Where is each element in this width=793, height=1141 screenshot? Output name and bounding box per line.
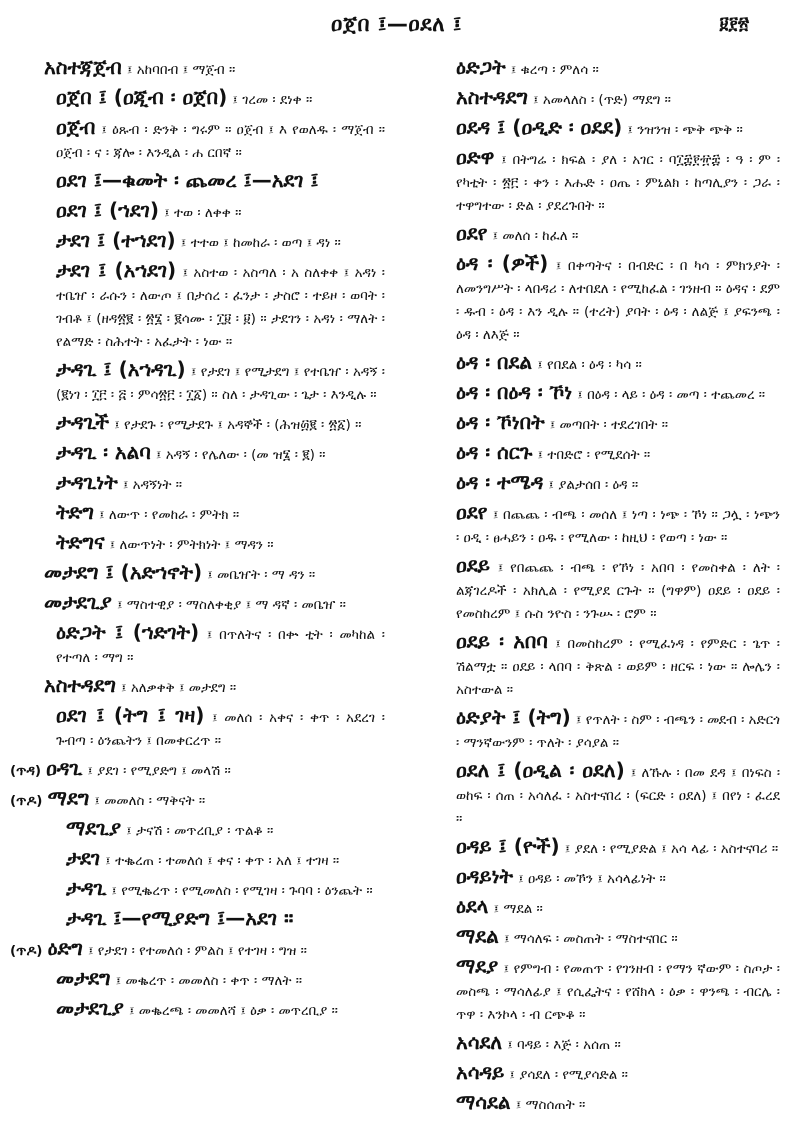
- definition: ፤ አመላለስ ፡ (ጥድ) ማደግ ።: [533, 92, 671, 108]
- headword: ማደግ: [47, 786, 90, 810]
- dictionary-entry: [10, 441, 385, 466]
- headword: መታደግ ፤ (አድኀኖት): [44, 560, 203, 584]
- headword: አስተጃጀብ: [44, 55, 122, 79]
- headword: ዐዳጊ: [46, 756, 83, 780]
- definition: ፤ ያልታሰበ ፡ ዕዳ ።: [548, 477, 639, 493]
- headword: ማደጊያ: [66, 816, 122, 840]
- dictionary-entry: [10, 56, 385, 81]
- dictionary-entry: [400, 441, 780, 466]
- headword: አሳዳይ: [456, 1060, 505, 1084]
- headword: ዕዳ ፡ ሰርጉ: [456, 440, 533, 464]
- dictionary-entry: [10, 967, 385, 992]
- headword: መታደጊያ: [44, 590, 112, 614]
- definition: ፤ ተበድሮ ፡ የሚደሰት ።: [537, 447, 651, 463]
- headword: ዐደየ: [456, 500, 488, 524]
- definition: ፤ የታደገ ፡ የተመለሰ ፡ ምልስ ፤ የተገዛ ፡ ግዝ ።: [87, 943, 307, 959]
- definition: ፤ መለሰ ፡ ከፈለ ።: [492, 228, 579, 244]
- definition: ፤ ንዝንዝ ፡ ጭቅ ጭቅ ።: [627, 122, 743, 138]
- dictionary-entry: [10, 116, 385, 164]
- definition: ፤ ማደል ።: [493, 901, 543, 917]
- definition: ፤ ማስተዊያ ፡ ማስለቀቂያ ፤ ማ ዳኛ ፡ መቤዠ ።: [116, 597, 346, 613]
- dictionary-entry: [400, 146, 780, 217]
- definition: ፤ ለውጥ ፡ የመከራ ፡ ምትክ ።: [99, 507, 240, 523]
- definition: ፤ ባዳይ ፡ እጅ ፡ አሰጠ ።: [507, 1037, 621, 1053]
- headword: አስተዳደግ: [44, 673, 116, 697]
- headword: ዐደገ ፤—ቁመት ፡ ጨመረ ፤—አደገ ፤: [56, 168, 319, 192]
- headword: ዐደይ: [456, 553, 490, 577]
- dictionary-entry: [10, 199, 385, 224]
- label-prefix: (ጥዳ): [10, 763, 42, 779]
- definition: ፤ በትግሬ ፡ ክፍል ፡ ያለ ፡ አገር ፡ ባ፲፰፻፹፰ ፡ ዓ ፡ ም ፡ የካቲት ፡ ፳፫ ፡ ቀን ፡ እሑድ ፡ ዐጤ ፡ ምኒልክ ፡ ከጣሊያን ፡ ጋራ ፡ ተዋግተው ፡ ድል ፡ ያደረጉበት ።: [456, 152, 781, 214]
- dictionary-entry: [400, 1091, 780, 1116]
- definition: ፤ የታደገ ፤ የሚታደግ ፤ የተቤዠ ፡ አዳኝ ፡ (፪ነገ ፡ ፲፫ ፡ ፭ ፡ ምሳ፳፫ ፡ ፲፩) ። ስለ ፡ ታዳጊው ፡ ጌታ ፡ እንዲሉ ።: [56, 364, 385, 403]
- dictionary-entry: [10, 757, 385, 782]
- headword: ታዳጊነት: [56, 470, 118, 494]
- headword: ዕዳ ፡ (ዎች): [456, 251, 549, 275]
- definition: ፤ ለውጥነት ፡ ምትክነት ፤ ማዳን ።: [109, 537, 274, 553]
- definition: ፤ በዕዳ ፡ ላይ ፡ ዕዳ ፡ መጣ ፡ ተጨመረ ።: [577, 387, 766, 403]
- definition: ፤ ገረመ ፡ ደነቀ ።: [232, 92, 313, 108]
- headword: አሳደለ: [456, 1030, 503, 1054]
- headword: ታዳጊ ፤ (አኀዳጊ): [56, 357, 186, 381]
- headword: መታደግ: [56, 966, 111, 990]
- dictionary-entry: [10, 591, 385, 616]
- dictionary-entry: [10, 531, 385, 556]
- dictionary-entry: [400, 116, 780, 141]
- dictionary-entry: [400, 554, 780, 625]
- definition: ፤ ማስሰጠት ።: [515, 1097, 586, 1113]
- headword: ዐደዳ ፤ (ዐዲድ ፡ ዐደደ): [456, 115, 623, 139]
- headword: ዐጀብ: [56, 115, 96, 139]
- headword: ዕዳ ፡ ኾነበት: [456, 410, 545, 434]
- definition: ፤ በመስከረም ፡ የሚፈነዳ ፡ የምድር ፡ ጌጥ ፡ ሽልማቷ ። ዐደይ ፡ ላበባ ፡ ቅጽል ፡ ወይም ፡ ዘርፍ ፡ ነው ። ሎሌን ፡ አስተውል ።: [456, 636, 780, 698]
- definition: ፤ አከባበብ ፤ ማጀብ ።: [126, 62, 236, 78]
- dictionary-entry: [10, 674, 385, 699]
- definition: ፤ የታደጉ ፡ የሚታደጉ ፤ አዳኞች ፡ (ሕዝ፴፪ ፡ ፳፩) ።: [114, 417, 362, 433]
- headword: ዕደላ: [456, 894, 489, 918]
- headword: ትድግና: [56, 530, 105, 554]
- definition: ፤ መመለስ ፡ ማቅናት ።: [94, 793, 206, 809]
- dictionary-entry: [400, 381, 780, 406]
- headword: ዕዳ ፡ ተሜዳ: [456, 470, 544, 494]
- dictionary-entry: [10, 501, 385, 526]
- headword: ዐደየ: [456, 221, 488, 245]
- definition: ፤ በጥለትና ፡ በቍ ቲት ፡ መካከል ፡ የተጣለ ፡ ማግ ።: [56, 627, 385, 666]
- dictionary-entry: [400, 706, 780, 754]
- headword: ዕድጋት: [456, 55, 506, 79]
- right-column: [400, 56, 780, 1121]
- headword: ታዳጊ ፡ አልባ: [56, 440, 151, 464]
- definition: ፤ ታናሽ ፡ መጥረቢያ ፡ ጥልቆ ።: [126, 823, 274, 839]
- dictionary-entry: [10, 229, 385, 254]
- dictionary-entry: [400, 222, 780, 247]
- dictionary-entry: [10, 787, 385, 812]
- definition: ፤ የጥለት ፡ ስም ፡ ብጫን ፡ መደብ ፡ አድርጎ ፡ ማንኛውንም ፡ ጥለት ፡ ያሳያል ።: [456, 712, 781, 751]
- definition: ፤ አለቃቀቅ ፤ መታደግ ።: [121, 680, 237, 696]
- dictionary-entry: [10, 621, 385, 669]
- dictionary-entry: [10, 169, 385, 194]
- dictionary-entry: [10, 937, 385, 962]
- definition: ፤ አስተወ ፡ አስጣለ ፡ አ ስለቀቀ ፤ አዳነ ፡ ተቤዠ ፡ ራሱን ፡ ለውጦ ፤ በታሰረ ፡ ፈንታ ፡ ታስሮ ፡ ተይዞ ፡ ወባት ፡ ገብቶ ፤ (ዘዳ፳፪ ፡ ፳፮ ፡ ፪ሳሙ ፡ ፲፱ ፡ ፱) ። ታደገን ፡ አዳነ ፡ ማለት ፡ የልማድ ፡ ስሕተት ፡ አፈታት ፡ ነው ።: [56, 265, 385, 350]
- headword: መታደጊያ: [56, 996, 124, 1020]
- headword: ትድግ: [56, 500, 94, 524]
- dictionary-entry: [400, 835, 780, 860]
- definition: ፤ የበጨጨ ፡ ብጫ ፡ የኾነ ፡ አበባ ፡ የመስቀል ፡ ለት ፡ ልጃገረዶች ፡ አክሊል ፡ የሚያደ ርጉት ። (ግዋም) ዐደይ ፡ ዐደይ ፡ የመስከረም ፤ ሱስ ንዮስ ፡ ንጉሡ ፡ ሮም ።: [456, 560, 780, 622]
- headword: ታደገ ፤ (ተኀደገ): [56, 228, 176, 252]
- definition: ፤ የበደል ፡ ዕዳ ፡ ካሳ ።: [537, 357, 642, 373]
- dictionary-entry: [10, 704, 385, 752]
- definition: ፤ ማሳለፍ ፡ መስጠት ፡ ማስተናበር ።: [503, 931, 678, 947]
- headword: ዕድያት ፤ (ትግ): [456, 705, 571, 729]
- dictionary-entry: [10, 907, 385, 932]
- headword: ዐደገ ፤ (ኀደገ): [56, 198, 159, 222]
- headword: ዕድግ: [47, 936, 83, 960]
- dictionary-entry: [10, 561, 385, 586]
- headword: ዕዳ ፡ በዕዳ ፡ ኾነ: [456, 380, 573, 404]
- dictionary-entry: [10, 471, 385, 496]
- definition: ፤ ያደለ ፡ የሚያድል ፤ አሳ ላፊ ፡ አስተናባሪ ።: [564, 841, 779, 857]
- dictionary-entry: [10, 817, 385, 842]
- dictionary-entry: [400, 1031, 780, 1056]
- headword: ታዳጊ ፤—የሚያድግ ፤—አደገ ።: [66, 906, 294, 930]
- headword: ማደያ: [456, 954, 499, 978]
- dictionary-entry: [10, 997, 385, 1022]
- definition: ፤ ተተወ ፤ ከመከራ ፡ ወጣ ፤ ዳነ ።: [180, 235, 341, 251]
- headword: ማሳደል: [456, 1090, 511, 1114]
- headword: ዐደይ ፡ አበባ: [456, 629, 548, 653]
- headword: ዐዳይነት: [456, 864, 514, 888]
- definition: ፤ ለኹሉ ፡ በመ ደዳ ፤ በነፍስ ፡ ወከፍ ፡ ሰጠ ፡ አሳለፈ ፡ አስተናበረ ፡ (ፍርድ ፡ ዐደለ) ፤ በየነ ፡ ፈረደ ።: [456, 765, 781, 827]
- definition: ፤ ዐዳይ ፡ መኾን ፤ አሳላፊነት ።: [518, 871, 666, 887]
- definition: ፤ ዕጹብ ፡ ድንቅ ፡ ግሩም ። ዐጀብ ፤ እ የወለዱ ፡ ማጀብ ። ዐጀብ ፡ ና ፡ ጃሎ ፡ እንዲል ፡ ሐ ርበኛ ።: [56, 122, 385, 161]
- dictionary-entry: [400, 411, 780, 436]
- dictionary-entry: [400, 865, 780, 890]
- headword: ዐጀበ ፤ (ዐጂብ ፡ ዐጀበ): [56, 85, 228, 109]
- definition: ፤ መቈረጥ ፡ መመለስ ፡ ቀጥ ፡ ማለት ።: [115, 973, 303, 989]
- headword: ዐድዋ: [456, 145, 495, 169]
- headword: ታደገ: [66, 846, 101, 870]
- left-column: [10, 56, 385, 1027]
- dictionary-entry: [400, 955, 780, 1026]
- definition: ፤ የሚቈረጥ ፡ የሚመለስ ፡ የሚገዛ ፡ ጉባባ ፡ ዕንጨት ።: [111, 883, 373, 899]
- definition: ፤ መቈረጫ ፡ መመለሻ ፤ ዕቃ ፡ መጥረቢያ ።: [128, 1003, 338, 1019]
- dictionary-entry: [400, 895, 780, 920]
- definition: ፤ መጣበት ፡ ተደረገበት ።: [549, 417, 669, 433]
- definition: ፤ መለሰ ፡ አቀና ፡ ቀጥ ፡ አደረገ ፡ ጉብጣ ፡ ዕንጨትን ፤ በመቀርረጥ ።: [56, 710, 385, 749]
- dictionary-entry: [400, 471, 780, 496]
- definition: ፤ በቀጣትና ፡ በብድር ፡ በ ካሳ ፡ ምክንያት ፡ ለመንግሥት ፡ ላበዳሪ ፡ ለተበደለ ፡ የሚከፈል ፡ ገንዘብ ። ዕዳና ፡ ደም ፡ ዱብ ፡ ዕዳ ፡ እን ዲሉ ። (ተረት) ያባት ፡ ዕዳ ፡ ለልጅ ፤ ያፍንጫ ፡ ዕዳ ፡ ለእጅ ።: [456, 258, 780, 343]
- headword: ዕዳ ፡ በደል: [456, 350, 533, 374]
- headword: ዐደለ ፤ (ዐዲል ፡ ዐደለ): [456, 758, 625, 782]
- definition: ፤ ያሳደለ ፡ የሚያሳድል ።: [509, 1067, 628, 1083]
- headword: ዕድጋት ፤ (ኀድገት): [56, 620, 200, 644]
- page-header: [0, 8, 793, 44]
- headword: ታዳጊች: [56, 410, 110, 434]
- definition: ፤ በጨጨ ፡ ብጫ ፡ መሰለ ፤ ነጣ ፡ ነጭ ፡ ኾነ ። ጋሏ ፡ ነጭን ፡ ዐዲ ፡ ፀሓይን ፡ ዐዱ ፡ የሚለው ፡ ከዚህ ፡ የወጣ ፡ ነው ።: [456, 507, 780, 546]
- dictionary-entry: [10, 847, 385, 872]
- definition: ፤ ቁረጣ ፡ ምለሳ ።: [510, 62, 599, 78]
- headword: ታዳጊ: [66, 876, 107, 900]
- headword: አስተዳደግ: [456, 85, 528, 109]
- headword: ማደል: [456, 924, 499, 948]
- dictionary-entry: [400, 56, 780, 81]
- dictionary-entry: [400, 86, 780, 111]
- dictionary-entry: [10, 259, 385, 353]
- page-number: ፱፻፳: [719, 14, 749, 34]
- dictionary-entry: [400, 630, 780, 701]
- dictionary-entry: [10, 358, 385, 406]
- dictionary-entry: [400, 925, 780, 950]
- label-prefix: (ጥዶ): [10, 943, 43, 959]
- dictionary-entry: [400, 759, 780, 830]
- dictionary-entry: [10, 877, 385, 902]
- dictionary-entry: [10, 86, 385, 111]
- dictionary-entry: [400, 252, 780, 346]
- headword: ዐደገ ፤ (ትግ ፤ ገዛ): [56, 703, 205, 727]
- label-prefix: (ጥዶ): [10, 793, 43, 809]
- dictionary-entry: [400, 351, 780, 376]
- dictionary-entry: [400, 1061, 780, 1086]
- definition: ፤ ተወ ፡ ለቀቀ ።: [164, 205, 242, 221]
- definition: ፤ አዳኝነት ።: [122, 477, 183, 493]
- definition: ፤ የምግብ ፡ የመጠጥ ፡ የገንዘብ ፡ የማን ኛውም ፡ ስጦታ ፡ መስጫ ፡ ማሳለፊያ ፤ የሲፌትና ፡ የሸክላ ፡ ዕቃ ፡ ዋንጫ ፡ ብርሌ ፡ ጥዋ ፡ እንኮላ ፡ ብ ርጭቆ ።: [456, 961, 780, 1023]
- running-head: ዐጀበ ፤—ዐደለ ፤: [331, 12, 462, 36]
- definition: ፤ መቤዠት ፡ ማ ዳን ።: [207, 567, 316, 583]
- headword: ዐዳይ ፤ (ዮች): [456, 834, 560, 858]
- dictionary-entry: [10, 411, 385, 436]
- dictionary-entry: [400, 501, 780, 549]
- definition: ፤ ተቈረጠ ፡ ተመለሰ ፤ ቀና ፡ ቀጥ ፡ አለ ፤ ተገዛ ።: [105, 853, 340, 869]
- headword: ታደገ ፤ (አኀደገ): [56, 258, 177, 282]
- definition: ፤ ያደገ ፡ የሚያድግ ፤ መላሽ ።: [87, 763, 231, 779]
- definition: ፤ አዳኝ ፡ የሌለው ፡ (መ ዝ፮ ፡ ፪) ።: [155, 447, 326, 463]
